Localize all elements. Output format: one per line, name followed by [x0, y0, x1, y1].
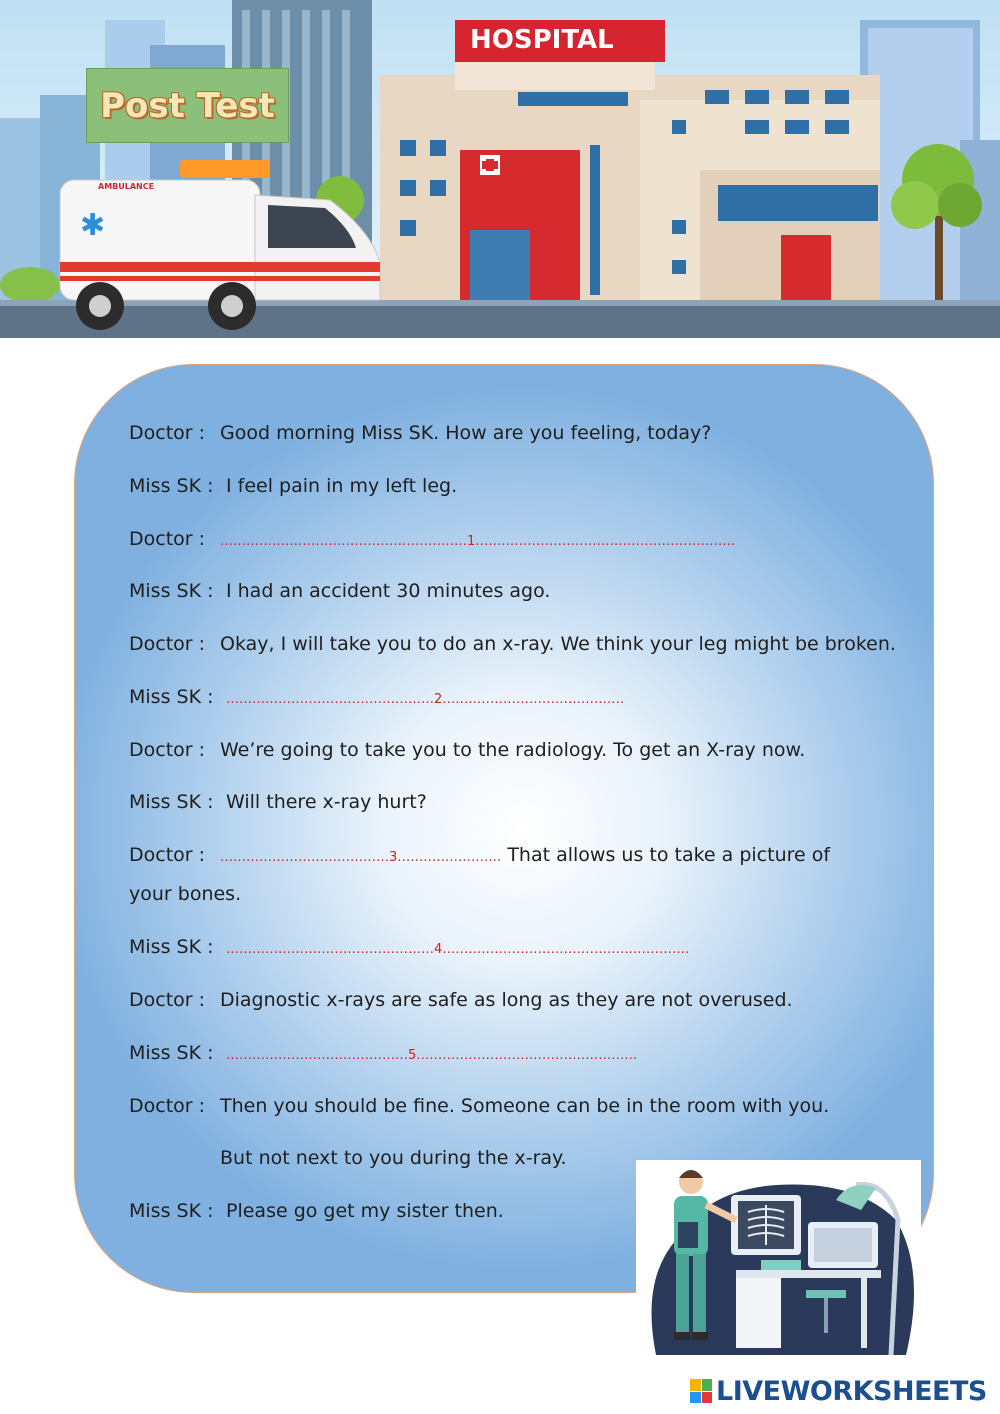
speaker-label: Miss SK : [129, 475, 214, 497]
speaker-label: Miss SK : [129, 686, 214, 708]
dialogue-text: Diagnostic x-rays are safe as long as they are not overused. [220, 989, 793, 1011]
dialogue-line [129, 421, 711, 445]
speaker-label: Miss SK : [129, 580, 214, 602]
svg-text:✱: ✱ [80, 208, 106, 243]
dialogue-line [129, 1199, 504, 1223]
brand-text: LIVEWORKSHEETS [716, 1375, 987, 1407]
answer-blank-5[interactable]: ……………………………………5…………………………………………… [226, 1048, 638, 1063]
dialogue-text: I had an accident 30 minutes ago. [226, 580, 551, 602]
answer-blank-2[interactable]: …………………………………………2…………………………………… [226, 692, 625, 707]
speaker-label: Doctor : [129, 633, 206, 655]
dialogue-line [129, 1094, 829, 1118]
speaker-label: Doctor : [129, 422, 206, 444]
answer-blank-1[interactable]: …………………………………………………1…………………………………………………… [220, 534, 736, 549]
dialogue-line [129, 843, 830, 870]
hospital-scene-illustration [0, 0, 1000, 338]
hospital-sign-text: HOSPITAL [470, 25, 614, 55]
speaker-label: Miss SK : [129, 1200, 214, 1222]
doctor-xray-illustration [636, 1160, 921, 1360]
dialogue-text: Then you should be fine. Someone can be in the room with you. [220, 1095, 830, 1117]
dialogue-text: Please go get my sister then. [226, 1200, 504, 1222]
speaker-label: Miss SK : [129, 791, 214, 813]
answer-blank-4[interactable]: …………………………………………4………………………………………………… [226, 942, 690, 957]
header-illustration [0, 0, 1000, 338]
speaker-label: Doctor : [129, 844, 206, 866]
speaker-label: Doctor : [129, 1095, 206, 1117]
ambulance-label-text: AMBULANCE [98, 182, 155, 191]
speaker-label: Doctor : [129, 989, 206, 1011]
dialogue-text: Good morning Miss SK. How are you feeling, today? [220, 422, 712, 444]
speaker-label: Miss SK : [129, 936, 214, 958]
dialogue-line [129, 527, 735, 554]
dialogue-line [129, 1041, 637, 1068]
dialogue-line [129, 474, 457, 498]
dialogue-text: That allows us to take a picture of [507, 844, 831, 866]
dialogue-continuation: your bones. [129, 883, 242, 905]
dialogue-line [129, 988, 793, 1012]
post-test-title: Post Test [86, 68, 289, 143]
dialogue-continuation: But not next to you during the x-ray. [220, 1147, 567, 1169]
speaker-label: Miss SK : [129, 1042, 214, 1064]
dialogue-line [129, 685, 624, 712]
dialogue-line [129, 579, 550, 603]
dialogue-text: I feel pain in my left leg. [226, 475, 458, 497]
speaker-label: Doctor : [129, 528, 206, 550]
dialogue-line [129, 935, 689, 962]
liveworksheets-logo-icon [690, 1379, 712, 1403]
answer-blank-3[interactable]: …………………………………3…………………… [220, 850, 502, 865]
liveworksheets-logo[interactable] [690, 1374, 987, 1408]
speaker-label: Doctor : [129, 739, 206, 761]
dialogue-line [129, 738, 805, 762]
dialogue-text: Okay, I will take you to do an x-ray. We think your leg might be broken. [220, 633, 896, 655]
dialogue-line [129, 790, 427, 814]
dialogue-text: We’re going to take you to the radiology. To get an X-ray now. [220, 739, 806, 761]
dialogue-text: Will there x-ray hurt? [226, 791, 427, 813]
dialogue-line [129, 632, 896, 656]
